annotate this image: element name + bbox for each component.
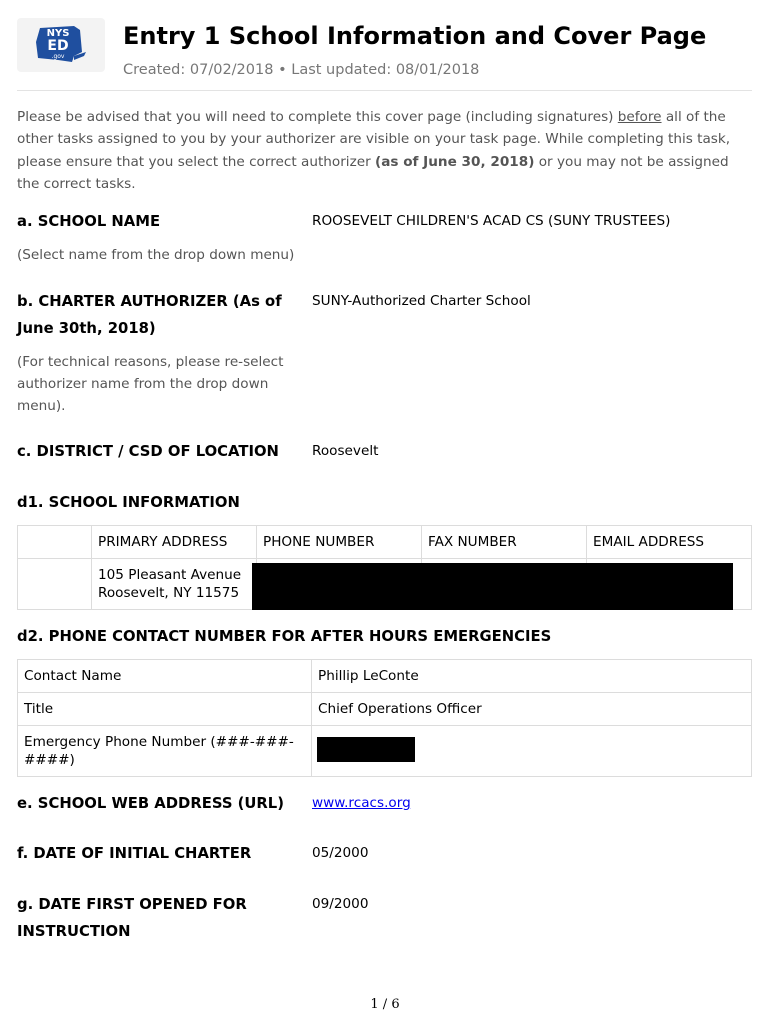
first-opened-label: g. DATE FIRST OPENED FOR INSTRUCTION: [17, 896, 247, 940]
initial-charter-value: 05/2000: [312, 845, 369, 861]
page-number: 1 / 6: [370, 997, 400, 1012]
nysed-logo: [17, 18, 105, 72]
notice-text-1: Please be advised that you will need to complete this cover page (including signatures): [17, 109, 618, 125]
web-address-value: [312, 795, 411, 811]
meta-separator: •: [278, 62, 287, 78]
contact-title-value: Chief Operations Officer: [312, 693, 752, 726]
redaction-block: [252, 563, 733, 610]
contact-title-label: Title: [18, 693, 312, 726]
charter-authorizer-hint: (For technical reasons, please re-select authorizer name from the drop down menu).: [17, 354, 284, 414]
table-header-row: [18, 526, 752, 559]
contact-name-value: Phillip LeConte: [312, 660, 752, 693]
school-info-heading: d1. SCHOOL INFORMATION: [17, 494, 240, 511]
notice-text-2: all of the other tasks assigned to you by your authorizer are visible on your task page. While completing this task, please ensure that you select the correct authorizer: [17, 109, 731, 170]
logo-nys-text: NYS: [46, 28, 70, 39]
school-name-value: ROOSEVELT CHILDREN'S ACAD CS (SUNY TRUSTEES): [312, 213, 671, 229]
contact-name-label: Contact Name: [18, 660, 312, 693]
redaction-block: [317, 737, 415, 762]
table-header-cell: PHONE NUMBER: [257, 526, 422, 559]
table-row: [18, 660, 752, 693]
emergency-phone-label: Emergency Phone Number (###-###-####): [18, 726, 312, 777]
nys-map-icon: [34, 22, 88, 66]
logo-gov-text: .gov: [51, 53, 65, 60]
created-date: Created: 07/02/2018: [123, 62, 274, 78]
district-value: Roosevelt: [312, 443, 379, 459]
table-header-cell: PRIMARY ADDRESS: [92, 526, 257, 559]
page-meta: [123, 62, 479, 78]
page-header: [17, 16, 752, 91]
table-header-cell: EMAIL ADDRESS: [587, 526, 752, 559]
district-label: c. DISTRICT / CSD OF LOCATION: [17, 443, 279, 460]
web-address-label: e. SCHOOL WEB ADDRESS (URL): [17, 795, 284, 812]
school-name-label: a. SCHOOL NAME: [17, 213, 161, 230]
instructions-notice: [17, 106, 752, 195]
table-row: [18, 693, 752, 726]
emergency-contact-heading: d2. PHONE CONTACT NUMBER FOR AFTER HOURS EMERGENCIES: [17, 628, 552, 645]
first-opened-value: 09/2000: [312, 896, 369, 912]
updated-date: Last updated: 08/01/2018: [291, 62, 480, 78]
notice-underlined: before: [617, 109, 662, 125]
school-name-hint: (Select name from the drop down menu): [17, 247, 295, 263]
initial-charter-label: f. DATE OF INITIAL CHARTER: [17, 845, 252, 862]
page-title: Entry 1 School Information and Cover Page: [123, 22, 707, 50]
web-address-link[interactable]: www.rcacs.org: [312, 795, 411, 811]
charter-authorizer-value: SUNY-Authorized Charter School: [312, 293, 531, 309]
table-header-cell: FAX NUMBER: [422, 526, 587, 559]
table-header-cell: [18, 526, 92, 559]
address-line-2: Roosevelt, NY 11575: [98, 585, 240, 601]
table-cell: [18, 559, 92, 610]
address-cell: [92, 559, 257, 610]
charter-authorizer-label: b. CHARTER AUTHORIZER (As of June 30th, 2018): [17, 293, 282, 337]
logo-ed-text: ED: [47, 38, 69, 54]
notice-bold: (as of June 30, 2018): [374, 153, 535, 170]
notice-text-3: or you may not be assigned the correct tasks.: [17, 153, 729, 192]
address-line-1: 105 Pleasant Avenue: [98, 567, 242, 583]
